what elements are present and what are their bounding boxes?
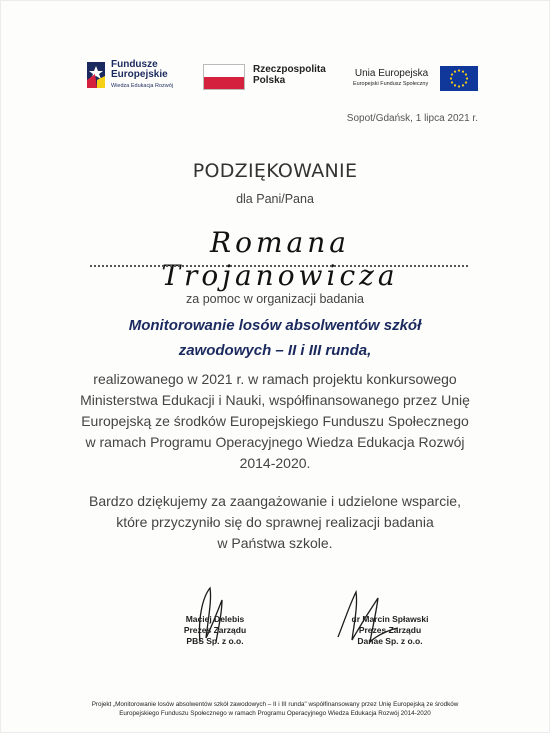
- signature-block-1: [170, 614, 260, 647]
- footer-line: Projekt „Monitorowanie losów absolwentów szkół zawodowych – II i III runda" współfinansowany przez Unię Europejską ze środków: [91, 701, 459, 708]
- unia-europejska-text: [353, 68, 428, 87]
- paragraph1-line: w ramach Programu Operacyjnego Wiedza Edukacja Rozwój: [85, 434, 465, 450]
- polish-flag-icon: [203, 64, 245, 90]
- paragraph-thanks: [0, 491, 550, 554]
- paragraph2-line: Bardzo dziękujemy za zaangażowanie i udzielone wsparcie,: [89, 493, 461, 509]
- rp-line2: Polska: [253, 75, 286, 86]
- paragraph2-line: w Państwa szkole.: [217, 535, 333, 551]
- recipient-name: Romana Trojanowicza: [161, 226, 399, 292]
- paragraph1-line: realizowanego w 2021 r. w ramach projektu konkursowego: [93, 371, 457, 387]
- logo-bar: [85, 58, 485, 100]
- fundusze-star-icon: [85, 60, 107, 90]
- fundusze-line2: Europejskie: [111, 69, 168, 80]
- signer-name: dr Marcin Spławski: [351, 614, 429, 624]
- signer-role: Prezes Zarządu: [183, 625, 247, 635]
- eu-flag-icon: [440, 66, 478, 91]
- ue-line1: Unia Europejska: [354, 68, 429, 79]
- signer-name: Maciej Delebis: [185, 614, 245, 624]
- signer-role: Prezes Zarządu: [358, 625, 422, 635]
- ue-line2: Europejski Fundusz Społeczny: [353, 81, 429, 87]
- project-title: [0, 313, 550, 363]
- project-line2: zawodowych – II i III runda,: [178, 342, 372, 359]
- date-place: Sopot/Gdańsk, 1 lipca 2021 r.: [346, 113, 478, 124]
- rp-line1: Rzeczpospolita: [253, 64, 326, 75]
- intro-text: za pomoc w organizacji badania: [186, 292, 364, 306]
- footer-line: Europejskiego Funduszu Społecznego w ramach Programu Operacyjnego Wiedza Edukacja Rozwój 2014-2020: [119, 710, 431, 717]
- project-line1: Monitorowanie losów absolwentów szkół: [128, 317, 422, 334]
- paragraph1-line: Europejską ze środków Europejskiego Funduszu Społecznego: [81, 413, 469, 429]
- dotted-line: [90, 265, 468, 267]
- fundusze-line1: Fundusze: [111, 59, 158, 70]
- greeting: dla Pani/Pana: [236, 192, 314, 206]
- fundusze-line3: Wiedza Edukacja Rozwój: [111, 83, 174, 89]
- paragraph-funding: [0, 369, 550, 474]
- paragraph1-line: Ministerstwa Edukacji i Nauki, współfinansowanego przez Unię: [80, 392, 470, 408]
- signer-company: Danae Sp. z o.o.: [357, 636, 423, 646]
- signer-company: PBS Sp. z o.o.: [186, 636, 244, 646]
- page-title: PODZIĘKOWANIE: [192, 160, 358, 182]
- footer-note: [30, 700, 520, 718]
- paragraph1-line: 2014-2020.: [239, 455, 311, 471]
- fundusze-europejskie-logo: [85, 60, 173, 91]
- paragraph2-line: które przyczyniło się do sprawnej realizacji badania: [116, 514, 434, 530]
- signature-block-2: [335, 614, 445, 647]
- rzeczpospolita-logo: [203, 64, 326, 90]
